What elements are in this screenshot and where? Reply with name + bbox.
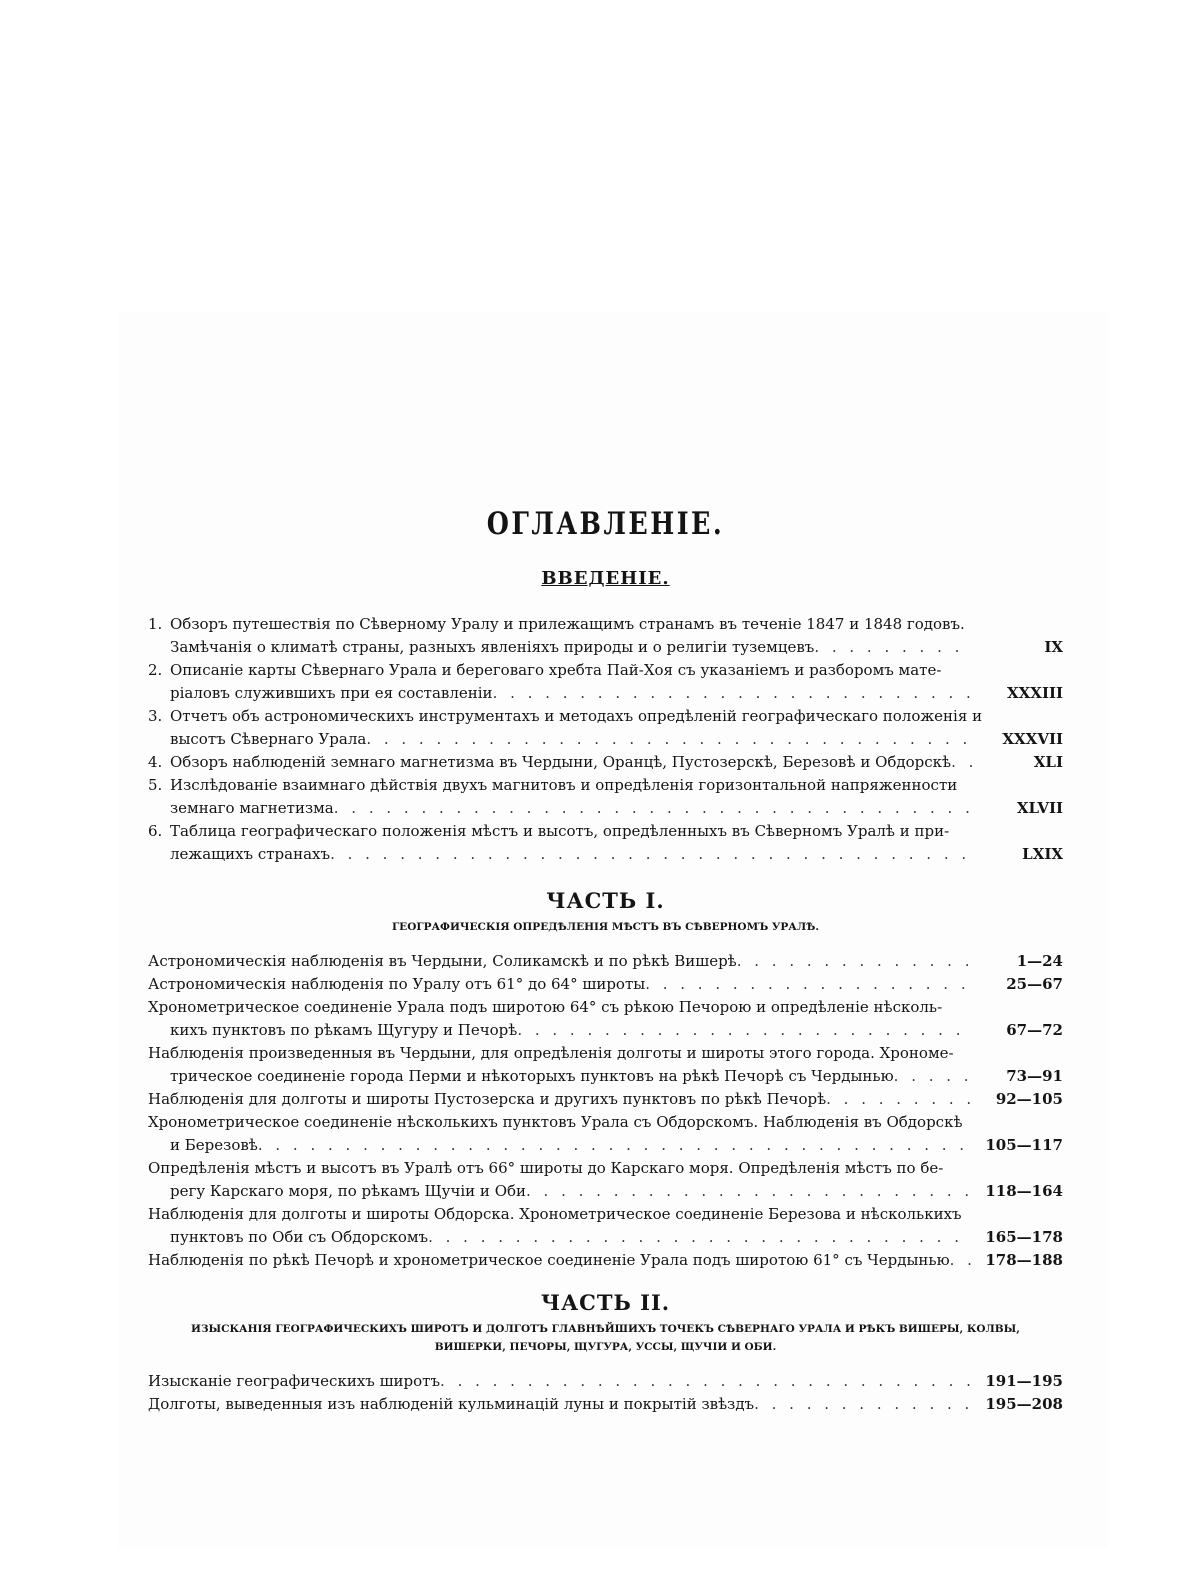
toc-entry-line — [148, 682, 973, 705]
dot-leader — [330, 843, 973, 866]
toc-entry-title: Обзоръ наблюденій земнаго магнетизма въ Чердыни, Оранцѣ, Пустозерскѣ, Березовѣ и Обдорскѣ — [170, 753, 952, 771]
toc-entry-title: Наблюденія по рѣкѣ Печорѣ и хронометрическое соединеніе Урала подъ широтою 61° съ Чердынью — [148, 1251, 950, 1269]
toc-entry-line — [148, 1249, 973, 1272]
toc-entry-title: Изслѣдованіе взаимнаго дѣйствія двухъ магнитовъ и опредѣленія горизонтальной напряженности — [170, 776, 958, 794]
toc-entry-line — [148, 1042, 973, 1065]
toc-entry — [148, 774, 1063, 820]
toc-entry-line — [148, 659, 973, 682]
part2-heading: ЧАСТЬ II. — [540, 1290, 671, 1315]
dot-leader — [814, 636, 973, 659]
toc-entry-line — [148, 1019, 973, 1042]
page-number: 105—117 — [985, 1136, 1063, 1154]
toc-entry-text — [148, 1042, 973, 1088]
toc-entry-continuation: пунктовъ по Оби съ Обдорскомъ — [170, 1228, 429, 1246]
dot-leader — [517, 1019, 973, 1042]
toc-entry-line — [148, 820, 973, 843]
toc-entry-line — [148, 1088, 973, 1111]
toc-entry — [148, 1157, 1063, 1203]
toc-entry-text — [148, 751, 973, 774]
toc-entry-title: Описаніе карты Сѣвернаго Урала и береговаго хребта Пай-Хоя съ указаніемъ и разборомъ мате- — [170, 661, 942, 679]
toc-entry — [148, 751, 1063, 774]
toc-entry-continuation: лежащихъ странахъ — [170, 845, 331, 863]
page-title: ОГЛАВЛЕНІЕ. — [486, 506, 725, 542]
toc-entry-number: 4. — [148, 753, 163, 771]
page-number: XXXVII — [1002, 730, 1063, 748]
toc-entry-title: Таблица географическаго положенія мѣстъ и высотъ, опредѣленныхъ въ Сѣверномъ Уралѣ и при- — [170, 822, 950, 840]
toc-entry-line — [148, 1370, 973, 1393]
toc-entry-number: 6. — [148, 822, 163, 840]
toc-entry-title: Наблюденія для долготы и широты Пустозерска и другихъ пунктовъ по рѣкѣ Печорѣ — [148, 1090, 827, 1108]
toc-entry-line — [148, 843, 973, 866]
page-number: 191—195 — [985, 1372, 1063, 1390]
toc-entry-text — [148, 1370, 973, 1393]
dot-leader — [826, 1088, 973, 1111]
toc-entry-line — [148, 751, 973, 774]
toc-entry — [148, 1249, 1063, 1272]
toc-entry-continuation: трическое соединеніе города Перми и нѣкоторыхъ пунктовъ на рѣкѣ Печорѣ съ Чердынью — [170, 1067, 894, 1085]
page-number: 73—91 — [1006, 1067, 1063, 1085]
toc-entry-number: 5. — [148, 776, 163, 794]
toc-entry-title: Изысканіе географическихъ широтъ — [148, 1372, 441, 1390]
dot-leader — [894, 1065, 973, 1088]
toc-entry-line — [148, 728, 973, 751]
toc-entry-text — [148, 996, 973, 1042]
toc-entry-line — [148, 1065, 973, 1088]
toc-entry-title: Астрономическія наблюденія въ Чердыни, Соликамскѣ и по рѣкѣ Вишерѣ — [148, 952, 737, 970]
toc-entry-line — [148, 705, 983, 728]
dot-leader — [258, 1134, 973, 1157]
toc-entry-line — [148, 1180, 973, 1203]
toc-entry-line — [148, 1393, 973, 1416]
toc-entry-line — [148, 996, 973, 1019]
toc-entry-title: Астрономическія наблюденія по Уралу отъ 61° до 64° широты — [148, 975, 646, 993]
toc-entry — [148, 1203, 1063, 1249]
page-number: 1—24 — [1016, 952, 1063, 970]
page-number: XLVII — [1016, 799, 1063, 817]
toc-entry-line — [148, 1111, 973, 1134]
intro-entry-list — [148, 613, 1063, 866]
toc-entry-number: 2. — [148, 661, 163, 679]
toc-entry-text — [148, 1203, 973, 1249]
intro-heading: ВВЕДЕНІЕ. — [541, 568, 670, 589]
toc-entry-continuation: высотъ Сѣвернаго Урала — [170, 730, 367, 748]
part1-entry-list — [148, 950, 1063, 1272]
toc-entry-text — [148, 1088, 973, 1111]
toc-entry-line — [148, 1226, 973, 1249]
toc-entry-text — [148, 774, 973, 820]
toc-entry-continuation: ріаловъ служившихъ при ея составленіи — [170, 684, 493, 702]
toc-entry-title: Обзоръ путешествія по Сѣверному Уралу и прилежащимъ странамъ въ теченіе 1847 и 1848 годовъ. — [170, 615, 965, 633]
page-number: XLI — [1033, 753, 1063, 771]
dot-leader — [366, 728, 973, 751]
toc-entry-text — [148, 1157, 973, 1203]
toc-entry-line — [148, 636, 973, 659]
toc-entry — [148, 1111, 1063, 1157]
toc-entry-title: Долготы, выведенныя изъ наблюденій кульминацій луны и покрытій звѣздъ — [148, 1395, 755, 1413]
dot-leader — [737, 950, 973, 973]
toc-entry-text — [148, 950, 973, 973]
toc-entry-title: Опредѣленія мѣстъ и высотъ въ Уралѣ отъ 66° широты до Карскаго моря. Опредѣленія мѣстъ по бе- — [148, 1159, 944, 1177]
toc-entry-title: Хронометрическое соединеніе нѣсколькихъ пунктовъ Урала съ Обдорскомъ. Наблюденія въ Обдорскѣ — [148, 1113, 963, 1131]
part1-heading: ЧАСТЬ I. — [546, 888, 665, 913]
toc-entry-continuation: и Березовѣ — [170, 1136, 258, 1154]
toc-entry — [148, 1088, 1063, 1111]
toc-entry — [148, 973, 1063, 996]
toc-entry-title: Наблюденія произведенныя въ Чердыни, для опредѣленія долготы и широты этого города. Хрономе- — [148, 1044, 954, 1062]
page-number: LXIX — [1022, 845, 1063, 863]
toc-entry-text — [148, 820, 973, 866]
page-number: 118—164 — [985, 1182, 1063, 1200]
toc-entry-line — [148, 973, 973, 996]
page-number: 92—105 — [995, 1090, 1063, 1108]
toc-entry-text — [148, 1249, 973, 1272]
toc-entry — [148, 1370, 1063, 1393]
toc-entry-continuation: земнаго магнетизма — [170, 799, 334, 817]
dot-leader — [428, 1226, 973, 1249]
dot-leader — [754, 1393, 973, 1416]
toc-entry-number: 3. — [148, 707, 163, 725]
toc-entry — [148, 659, 1063, 705]
toc-entry — [148, 705, 1063, 751]
toc-entry-text — [148, 659, 973, 705]
toc-entry — [148, 820, 1063, 866]
dot-leader — [950, 1249, 973, 1272]
part2-entry-list — [148, 1370, 1063, 1416]
page-number: XXXIII — [1007, 684, 1063, 702]
part2-subtitle: ИЗЫСКАНІЯ ГЕОГРАФИЧЕСКИХЪ ШИРОТЪ И ДОЛГОТЪ ГЛАВНѢЙШИХЪ ТОЧЕКЪ СѢВЕРНАГО УРАЛА И РѢКЪ ВИШЕРЫ, КОЛВЫ, ВИШЕРКИ, ПЕЧОРЫ, ЩУГУРА, УССЫ, ЩУЧІИ И ОБИ. — [191, 1323, 1020, 1353]
page-number: 195—208 — [985, 1395, 1063, 1413]
toc-entry — [148, 1042, 1063, 1088]
dot-leader — [645, 973, 973, 996]
toc-entry-line — [148, 1203, 973, 1226]
toc-entry — [148, 1393, 1063, 1416]
toc-entry-text — [148, 705, 983, 751]
toc-entry-text — [148, 1111, 973, 1157]
part1-subtitle: ГЕОГРАФИЧЕСКІЯ ОПРЕДѢЛЕНІЯ МѢСТЪ ВЪ СѢВЕРНОМЪ УРАЛѢ. — [391, 921, 820, 933]
page-number: 25—67 — [1006, 975, 1063, 993]
toc-entry-text — [148, 973, 973, 996]
toc-entry-line — [148, 774, 973, 797]
dot-leader — [440, 1370, 973, 1393]
dot-leader — [334, 797, 973, 820]
page-number: IX — [1044, 638, 1063, 656]
table-of-contents-page — [148, 505, 1063, 1416]
toc-entry-title: Наблюденія для долготы и широты Обдорска. Хронометрическое соединеніе Березова и нѣсколькихъ — [148, 1205, 962, 1223]
toc-entry-line — [148, 797, 973, 820]
toc-entry — [148, 950, 1063, 973]
toc-entry-line — [148, 950, 973, 973]
page-number: 165—178 — [985, 1228, 1063, 1246]
toc-entry-line — [148, 1134, 973, 1157]
toc-entry-line — [148, 613, 973, 636]
toc-entry-line — [148, 1157, 973, 1180]
dot-leader — [526, 1180, 973, 1203]
toc-entry — [148, 613, 1063, 659]
toc-entry-continuation: регу Карскаго моря, по рѣкамъ Щучіи и Оби — [170, 1182, 527, 1200]
toc-entry-continuation: Замѣчанія о климатѣ страны, разныхъ явленіяхъ природы и о религіи туземцевъ — [170, 638, 815, 656]
page-number: 67—72 — [1006, 1021, 1063, 1039]
toc-entry-text — [148, 613, 973, 659]
toc-entry-number: 1. — [148, 615, 163, 633]
toc-entry-continuation: кихъ пунктовъ по рѣкамъ Щугуру и Печорѣ — [170, 1021, 518, 1039]
page-number: 178—188 — [985, 1251, 1063, 1269]
toc-entry-title: Хронометрическое соединеніе Урала подъ широтою 64° съ рѣкою Печорою и опредѣленіе нѣсколь- — [148, 998, 943, 1016]
toc-entry-text — [148, 1393, 973, 1416]
toc-entry — [148, 996, 1063, 1042]
dot-leader — [493, 682, 973, 705]
toc-entry-title: Отчетъ объ астрономическихъ инструментахъ и методахъ опредѣленій географическаго положенія и — [170, 707, 983, 725]
dot-leader — [951, 751, 973, 774]
